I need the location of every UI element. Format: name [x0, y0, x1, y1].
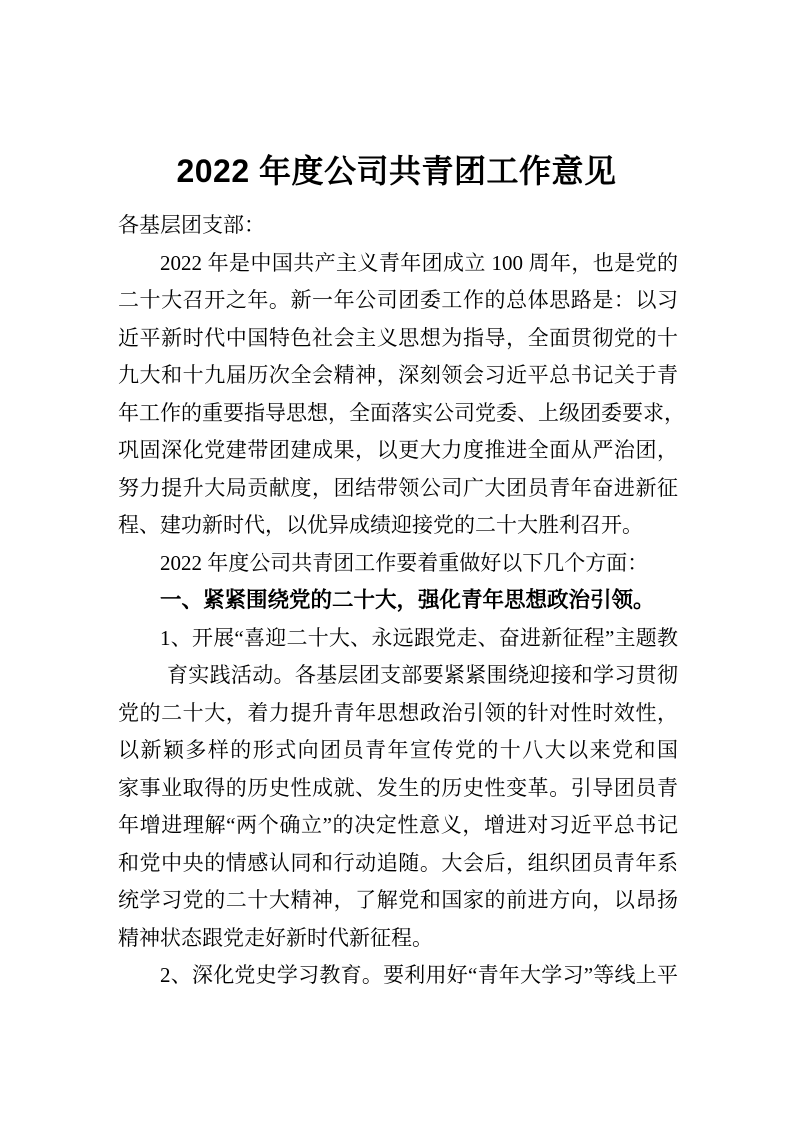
text-line: 党的二十大，着力提升青年思想政治引领的针对性时效性，: [118, 700, 678, 725]
text-line: 九大和十九届历次全会精神，深刻领会习近平总书记关于青: [118, 363, 678, 387]
text-line: 家事业取得的历史性成就、发生的历史性变革。引导团员青: [118, 775, 678, 800]
salutation-line: 各基层团支部：: [118, 213, 265, 237]
text-line: 精神状态跟党走好新时代新征程。: [118, 925, 433, 950]
text-line: 育实践活动。各基层团支部要紧紧围绕迎接和学习贯彻: [167, 663, 678, 687]
text-line: 二十大召开之年。新一年公司团委工作的总体思路是：以习: [118, 288, 678, 312]
text-line: 统学习党的二十大精神，了解党和国家的前进方向，以昂扬: [118, 888, 678, 912]
text-line: 以新颖多样的形式向团员青年宣传党的十八大以来党和国: [118, 738, 678, 762]
text-line: 年增进理解“两个确立”的决定性意义，增进对习近平总书记: [118, 813, 678, 837]
text-line: 近平新时代中国特色社会主义思想为指导，全面贯彻党的十: [118, 325, 678, 350]
numbered-item-1-line: 1、开展“喜迎二十大、永远跟党走、奋进新征程”主题教: [160, 625, 678, 650]
text-line: 年工作的重要指导思想，全面落实公司党委、上级团委要求，: [118, 400, 685, 425]
numbered-item-2-line: 2、深化党史学习教育。要利用好“青年大学习”等线上平: [160, 963, 678, 987]
text-line: 巩固深化党建带团建成果，以更大力度推进全面从严治团，: [118, 438, 678, 462]
text-line: 程、建功新时代，以优异成绩迎接党的二十大胜利召开。: [118, 513, 643, 537]
section-heading: 一、紧紧围绕党的二十大，强化青年思想政治引领。: [160, 588, 655, 612]
text-line: 和党中央的情感认同和行动追随。大会后，组织团员青年系: [118, 850, 678, 875]
text-line: 2022 年度公司共青团工作要着重做好以下几个方面：: [160, 550, 649, 575]
text-line: 2022 年是中国共产主义青年团成立 100 周年，也是党的: [160, 250, 678, 275]
document-body: [118, 207, 685, 995]
text-line: 努力提升大局贡献度，团结带领公司广大团员青年奋进新征: [118, 475, 678, 500]
document-title: 2022 年度公司共青团工作意见: [176, 153, 617, 189]
